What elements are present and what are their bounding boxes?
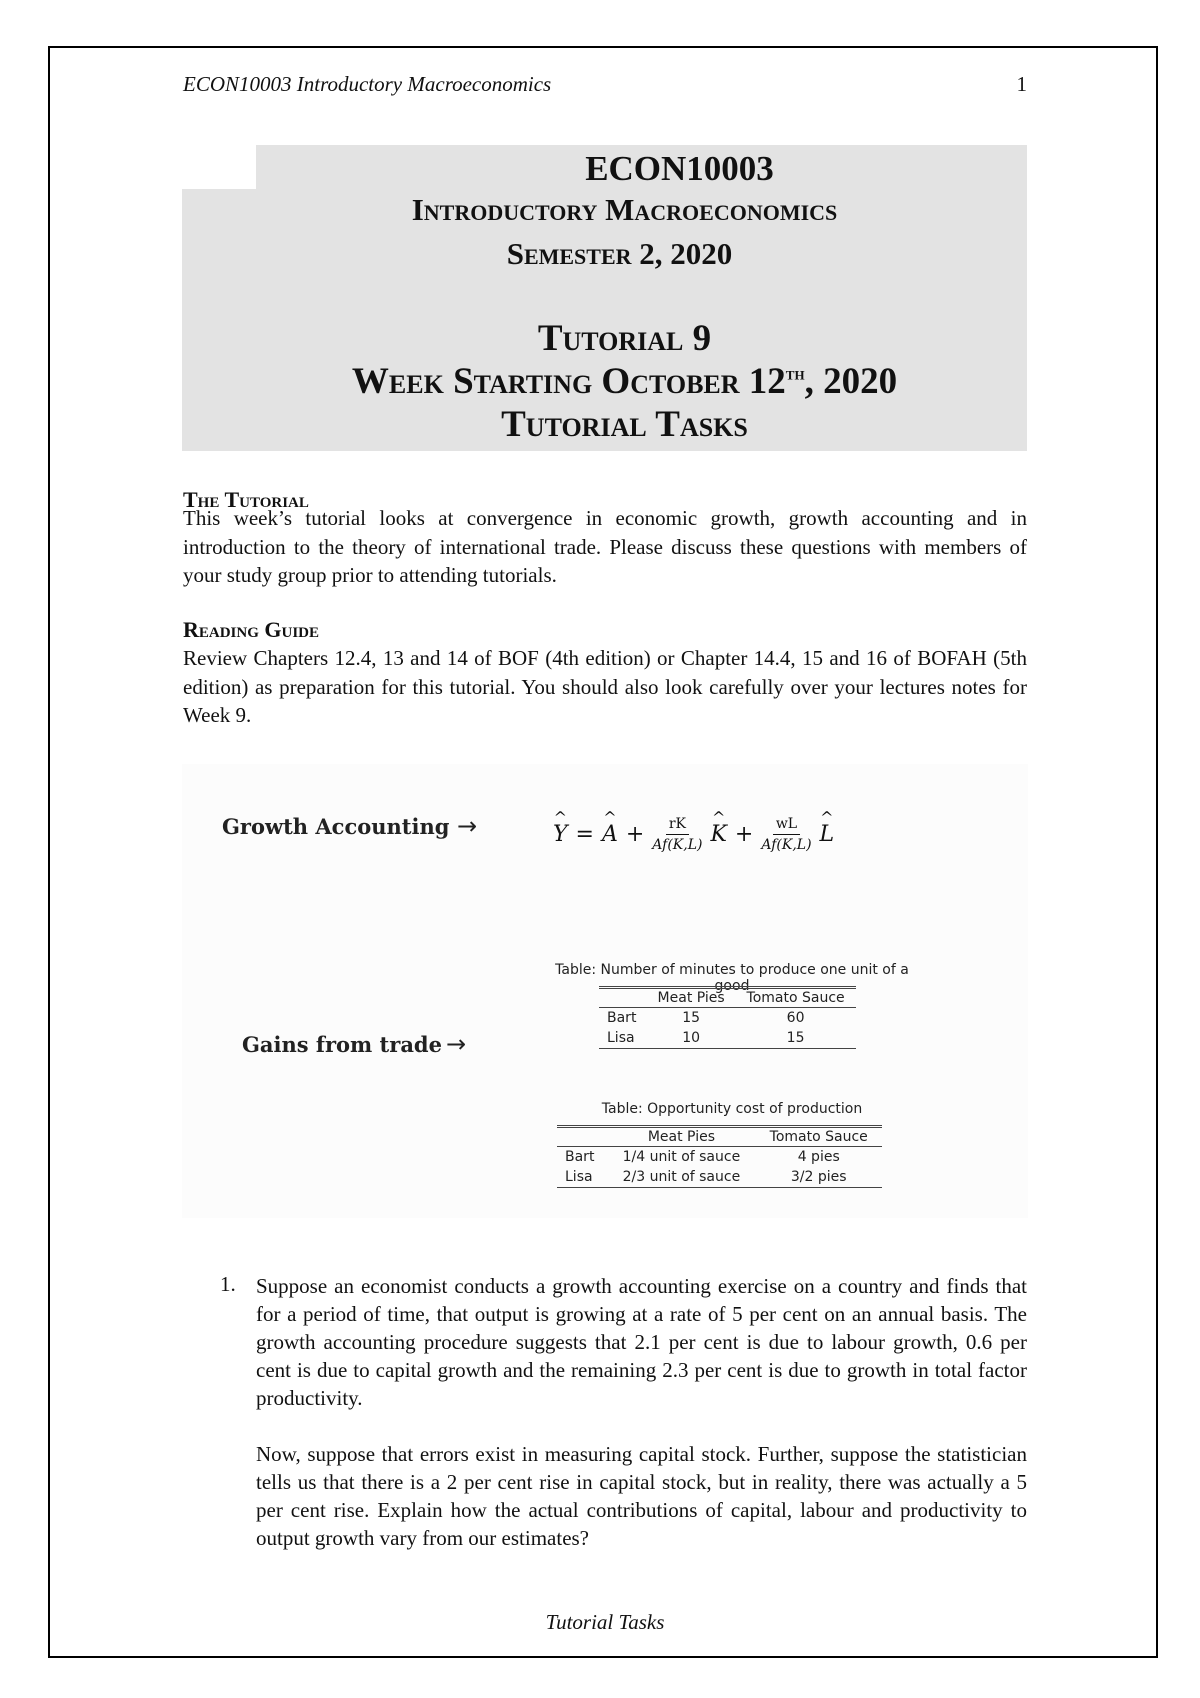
labour-share-denominator: Af(K,L) (761, 836, 812, 853)
minutes-table (599, 986, 856, 1049)
table-cell: Lisa (599, 1028, 647, 1049)
week-starting (182, 360, 1027, 403)
table-cell: Bart (565, 1149, 595, 1165)
right-arrow-icon: → (457, 812, 478, 840)
table-header-row (599, 988, 856, 1008)
reading-guide-heading: Reading Guide (183, 617, 320, 642)
labour-share-numerator: wL (773, 816, 800, 835)
header-course-title: ECON10003 Introductory Macroeconomics (183, 72, 552, 96)
table-cell: 15 (735, 1028, 856, 1049)
capital-share-numerator: rK (666, 816, 689, 835)
formula-capital-share (652, 816, 702, 853)
table1-caption: Table: Number of minutes to produce one unit of a good (555, 962, 909, 994)
table-header-cell (599, 988, 647, 1008)
table-cell: 4 pies (797, 1149, 840, 1165)
title-block (182, 145, 1027, 451)
question-paragraph-1: Suppose an economist conducts a growth accounting exercise on a country and finds that for a period of time, that output is growing at a rate of 5 per cent on an annual basis. The growth accounting procedure suggests that 2.1 per cent is due to labour growth, 0.6 per cent is due to capital growth and the remaining 2.3 per cent is due to growth in total factor productivity. (256, 1274, 1027, 1410)
course-code: ECON10003 (585, 149, 774, 188)
table-row (557, 1147, 882, 1168)
table-header-cell: Meat Pies (607, 1127, 755, 1147)
question-number: 1. (220, 1272, 236, 1296)
tutorial-description: This week’s tutorial looks at convergence in economic growth, growth accounting and in introduction to the theory of international trade. Please discuss these questions with members of your study group prior to attending tutorials. (183, 506, 1027, 587)
semester: Semester 2, 2020 (506, 236, 733, 271)
table-header-cell (557, 1127, 607, 1147)
table-cell: 2/3 unit of sauce (607, 1167, 755, 1188)
right-arrow-icon-2: → (446, 1030, 467, 1058)
table-cell: 3/2 pies (755, 1167, 882, 1188)
page-number: 1 (1016, 72, 1027, 96)
table-header-cell: Tomato Sauce (755, 1127, 882, 1147)
table-cell: Bart (607, 1010, 637, 1026)
question-paragraph-2: Now, suppose that errors exist in measuring capital stock. Further, suppose the statistician tells us that there is a 2 per cent rise in capital stock, but in reality, there was actually a 5 per cent rise. Explain how the actual contributions of capital, labour and productivity to output growth vary from our estimates? (256, 1442, 1027, 1550)
table-cell: Lisa (557, 1167, 607, 1188)
formula-equals: = (575, 821, 594, 847)
capital-share-denominator: Af(K,L) (652, 836, 703, 853)
table-cell: 10 (647, 1028, 735, 1049)
table-header-row (557, 1127, 882, 1147)
table-row (599, 1008, 856, 1029)
growth-accounting-label: Growth Accounting (222, 814, 450, 839)
opportunity-cost-table (557, 1125, 882, 1188)
reading-guide-text: Review Chapters 12.4, 13 and 14 of BOF (4th edition) or Chapter 14.4, 15 and 16 of BOFAH (5th edition) as preparation for this tutorial. You should also look carefully over your lectures notes for Week 9. (183, 646, 1027, 727)
table-header-cell: Tomato Sauce (735, 988, 856, 1008)
gains-from-trade-label: Gains from trade (242, 1032, 442, 1057)
running-footer: Tutorial Tasks (545, 1610, 665, 1634)
week-suffix: , 2020 (804, 361, 898, 402)
growth-accounting-formula (553, 804, 834, 864)
concept-figure (182, 764, 1028, 1218)
table-row (599, 1028, 856, 1049)
formula-labour-share (761, 816, 811, 853)
formula-k-hat: ^ K (710, 822, 726, 847)
formula-plus-2: + (734, 821, 754, 847)
table-row (557, 1167, 882, 1188)
running-header (183, 72, 1027, 97)
formula-l-hat: ^ L (820, 822, 835, 847)
formula-y-hat: ^ Y (553, 822, 568, 847)
tutorial-heading: The Tutorial (183, 487, 309, 512)
tutorial-tasks-title: Tutorial Tasks (501, 404, 748, 445)
week-prefix: Week Starting October 12 (351, 361, 786, 402)
table2-caption: Table: Opportunity cost of production (601, 1101, 863, 1117)
course-name: Introductory Macroeconomics (411, 192, 838, 227)
table-header-cell: Meat Pies (647, 988, 735, 1008)
week-superscript: th (785, 363, 805, 385)
table-cell: 1/4 unit of sauce (622, 1149, 741, 1165)
table-cell: 60 (786, 1010, 805, 1026)
formula-plus-1: + (625, 821, 645, 847)
table-cell: 15 (682, 1010, 701, 1026)
formula-a-hat: ^ A (602, 822, 618, 847)
tutorial-number: Tutorial 9 (537, 318, 712, 359)
